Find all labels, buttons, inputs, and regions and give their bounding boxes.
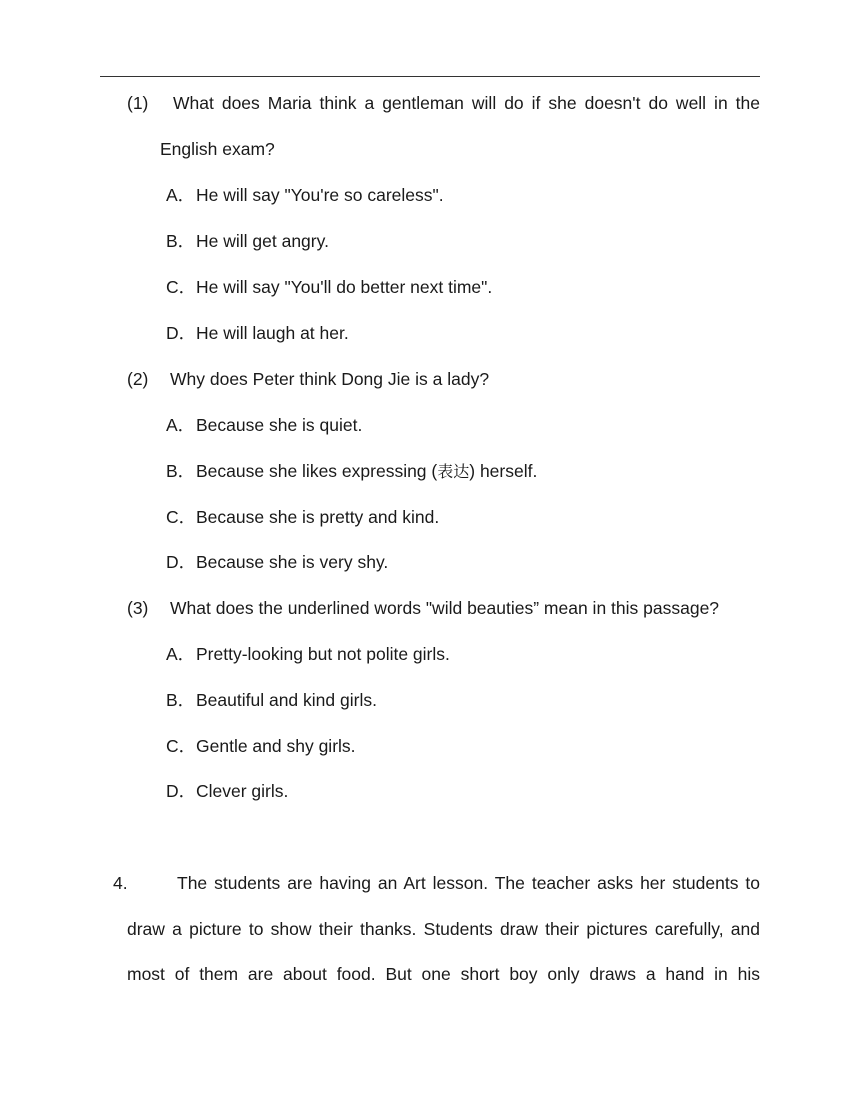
option-text: Because she likes expressing ( [196, 461, 438, 481]
option-b [166, 460, 537, 483]
option-text: Clever girls. [196, 781, 289, 801]
option-text-cjk: 表达 [437, 462, 470, 481]
question-text: What does Maria think a gentleman will do if she doesn't do well in the [173, 93, 760, 113]
option-text: Because she is very shy. [196, 552, 389, 572]
option-letter: D． [166, 552, 197, 572]
option-letter: B． [166, 461, 196, 481]
option-c [166, 735, 356, 757]
option-b [166, 230, 329, 252]
option-d [166, 780, 288, 802]
option-letter: B． [166, 231, 196, 251]
option-letter: A． [166, 415, 196, 435]
option-c [166, 276, 492, 298]
option-c [166, 506, 439, 528]
option-text: Beautiful and kind girls. [196, 690, 377, 710]
option-letter: D． [166, 781, 197, 801]
question-number: (3) [127, 598, 149, 618]
passage-number: 4. [113, 873, 128, 893]
option-text: Because she is quiet. [196, 415, 363, 435]
option-a [166, 184, 444, 206]
option-text: Pretty-looking but not polite girls. [196, 644, 450, 664]
option-text: Because she is pretty and kind. [196, 507, 440, 527]
question-text-cont: English exam? [160, 139, 275, 159]
option-text-end: ) herself. [469, 461, 538, 481]
option-b [166, 689, 377, 711]
option-a [166, 643, 450, 665]
option-letter: A． [166, 185, 196, 205]
question-number: (1) [127, 93, 149, 113]
option-letter: C． [166, 277, 197, 297]
option-letter: A． [166, 644, 196, 664]
option-text: He will laugh at her. [196, 323, 349, 343]
option-a [166, 414, 362, 436]
option-text: He will say "You're so careless". [196, 185, 444, 205]
question-text: Why does Peter think Dong Jie is a lady? [170, 369, 490, 389]
header-rule [100, 76, 760, 77]
question-number: (2) [127, 369, 149, 389]
option-letter: B． [166, 690, 196, 710]
question-text: What does the underlined words "wild beauties” mean in this passage? [170, 598, 720, 618]
option-d [166, 551, 388, 573]
option-letter: C． [166, 736, 197, 756]
option-text: Gentle and shy girls. [196, 736, 356, 756]
option-letter: C． [166, 507, 197, 527]
option-text: He will say "You'll do better next time". [196, 277, 493, 297]
passage-line: draw a picture to show their thanks. Students draw their pictures carefully, and [127, 919, 760, 939]
passage-line: The students are having an Art lesson. The teacher asks her students to [177, 873, 760, 893]
option-text: He will get angry. [196, 231, 329, 251]
passage-line: most of them are about food. But one short boy only draws a hand in his [127, 964, 760, 984]
option-letter: D． [166, 323, 197, 343]
option-d [166, 322, 349, 344]
